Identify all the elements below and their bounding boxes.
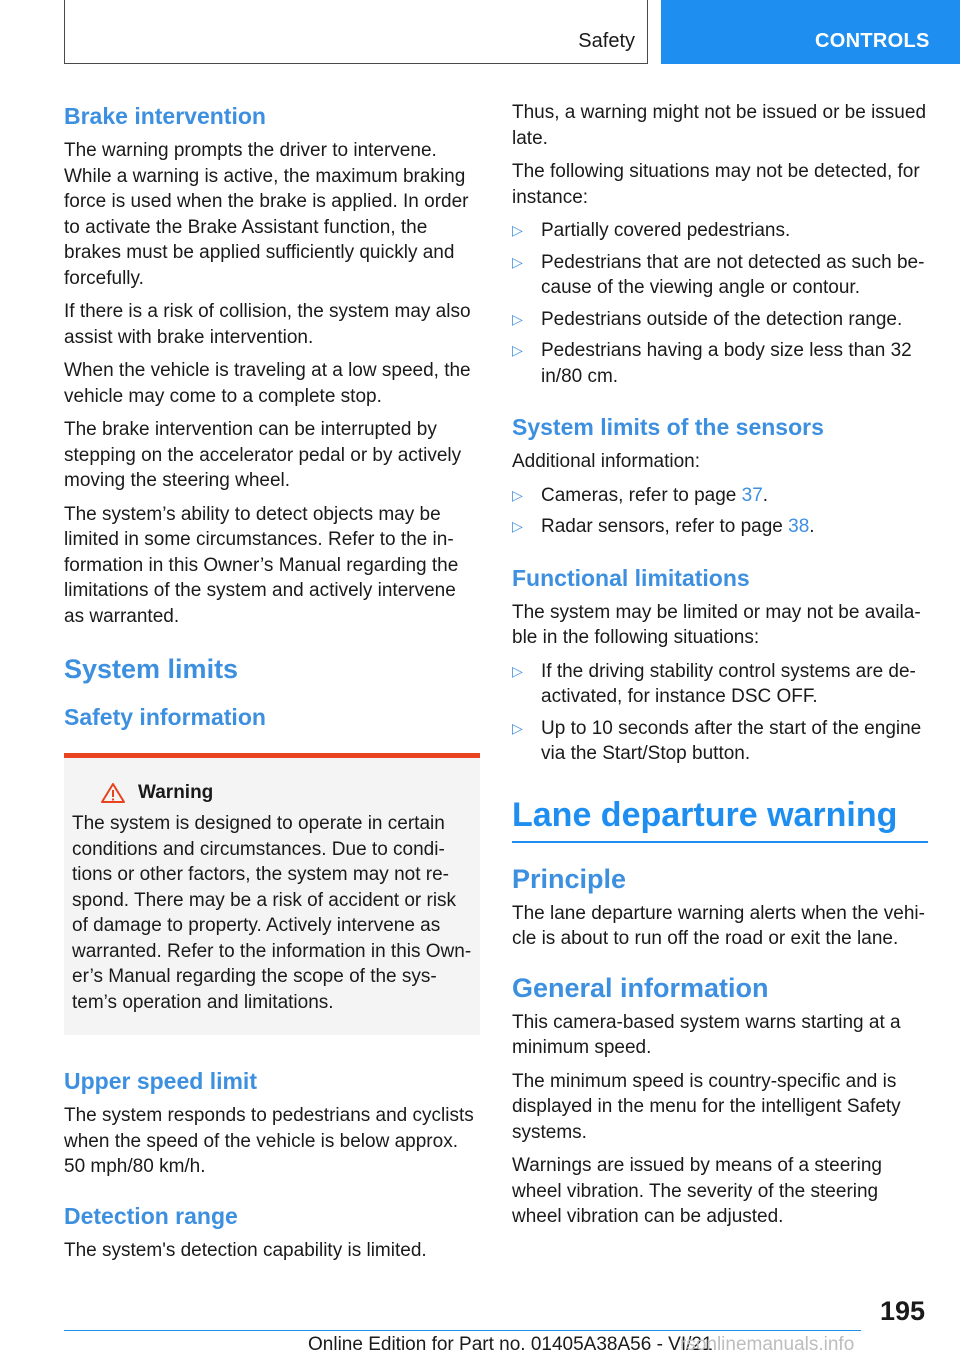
header-tab-label: CONTROLS [815, 30, 930, 52]
footer-divider [64, 1330, 861, 1331]
watermark-text: rsonlinemanuals.info [680, 1334, 855, 1355]
right-paragraph-2: The following situations may not be detected, for instance: [512, 161, 920, 208]
principle-heading: Principle [512, 863, 627, 894]
system-limits-heading: System limits [64, 654, 239, 684]
principle-text: The lane departure warning alerts when the vehicle is about to run off the road or exit the lane. [512, 902, 925, 949]
radar-ref-text: Radar sensors, refer to page [541, 516, 789, 537]
list-item: ▷ Cameras, refer to page 37. [512, 483, 928, 509]
sensors-list [512, 483, 928, 540]
functional-limitations-list [512, 659, 928, 767]
list-item-text: Pedestrians that are not detected as such because of the viewing angle or contour. [541, 251, 925, 298]
triangle-bullet-icon: ▷ [512, 342, 523, 358]
upper-speed-limit-text: The system responds to pedestrians and cyclists when the speed of the vehicle is below approx. 50 mph/80 km/h. [64, 1105, 474, 1177]
right-column [512, 100, 928, 1238]
general-paragraph-3: Warnings are issued by means of a steering wheel vibration. The severity of the steering wheel vibration can be adjusted. [512, 1155, 882, 1227]
left-column [64, 100, 480, 1271]
general-information-heading: General information [512, 972, 769, 1003]
triangle-bullet-icon: ▷ [512, 222, 523, 238]
triangle-bullet-icon: ▷ [512, 719, 523, 736]
sensors-limits-heading: System limits of the sensors [512, 414, 824, 440]
list-item: ▷ Radar sensors, refer to page 38. [512, 514, 928, 540]
list-item [512, 218, 928, 244]
header-tab-controls[interactable] [661, 0, 960, 64]
header-section-box [64, 0, 648, 64]
warning-title [72, 780, 472, 805]
header-section-title: Safety [578, 30, 635, 52]
functional-limitations-heading: Functional limitations [512, 564, 750, 591]
page-number: 195 [880, 1296, 926, 1326]
triangle-bullet-icon: ▷ [512, 310, 523, 327]
general-paragraph-1: This camera-based system warns starting at a minimum speed. [512, 1011, 901, 1058]
list-item [512, 338, 928, 389]
triangle-bullet-icon: ▷ [512, 662, 523, 679]
radar-page-link[interactable]: 38 [788, 516, 810, 537]
brake-intervention-heading: Brake intervention [64, 103, 266, 129]
safety-information-heading: Safety information [64, 704, 266, 730]
brake-paragraph-5: The system’s ability to detect objects may be limited in some circumstances. Refer to the information in this Owner’s Manual regarding the limitations of the system and actively intervene as warranted. [64, 503, 459, 627]
warning-title-label: Warning [138, 782, 214, 803]
triangle-bullet-icon: ▷ [512, 253, 523, 270]
brake-paragraph-4: The brake intervention can be interrupted by stepping on the accelerator pedal or by actively moving the steering wheel. [64, 419, 462, 491]
list-item [512, 307, 928, 333]
edition-text: Online Edition for Part no. 01405A38A56 - VI/21 [308, 1334, 713, 1355]
triangle-bullet-icon: ▷ [512, 486, 523, 503]
detection-range-heading: Detection range [64, 1202, 238, 1229]
triangle-bullet-icon: ▷ [512, 518, 523, 534]
sensors-intro: Additional information: [512, 451, 700, 472]
upper-speed-limit-heading: Upper speed limit [64, 1068, 257, 1094]
brake-paragraph-1: The warning prompts the driver to intervene. While a warning is active, the maximum braking force is used when the brake is applied. In order to activate the Brake Assistant function, the brakes must be applied sufficiently quickly and forcefully. [64, 140, 469, 289]
list-item-text: Up to 10 seconds after the start of the engine via the Start/Stop button. [541, 717, 922, 764]
cameras-page-link[interactable]: 37 [741, 484, 763, 506]
list-item [512, 659, 928, 710]
brake-paragraph-3: When the vehicle is traveling at a low speed, the vehicle may come to a complete stop. [64, 360, 471, 407]
cameras-ref-text: Cameras, refer to page [541, 484, 742, 506]
functional-limitations-intro: The system may be limited or may not be available in the following situations: [512, 601, 921, 648]
right-paragraph-1: Thus, a warning might not be issued or be issued late. [512, 102, 927, 149]
list-item-text: If the driving stability control systems are deactivated, for instance DSC OFF. [541, 660, 916, 707]
lane-departure-warning-heading: Lane departure warning [512, 793, 928, 843]
warning-box [64, 753, 480, 1035]
list-item [512, 716, 928, 767]
warning-triangle-icon [100, 782, 126, 804]
list-item-text: Pedestrians outside of the detection range. [541, 308, 903, 330]
list-item-text: Partially covered pedestrians. [541, 220, 791, 241]
undetected-situations-list [512, 218, 928, 389]
list-item-text: Pedestrians having a body size less than 32 in/80 cm. [541, 340, 912, 387]
brake-paragraph-2: If there is a risk of collision, the system may also assist with brake intervention. [64, 301, 471, 348]
list-item [512, 250, 928, 301]
warning-text: The system is designed to operate in certain conditions and circumstances. Due to conditions or other factors, the system may not respond. There may be a risk of accident or risk of damage to property. Actively intervene as warranted. Refer to the information in this Owner’s Manual regarding the scope of the system’s operation and limitations. [72, 813, 472, 1013]
general-paragraph-2: The minimum speed is country-specific and is displayed in the menu for the intelligent Safety systems. [512, 1070, 901, 1143]
detection-range-text: The system's detection capability is limited. [64, 1239, 427, 1261]
